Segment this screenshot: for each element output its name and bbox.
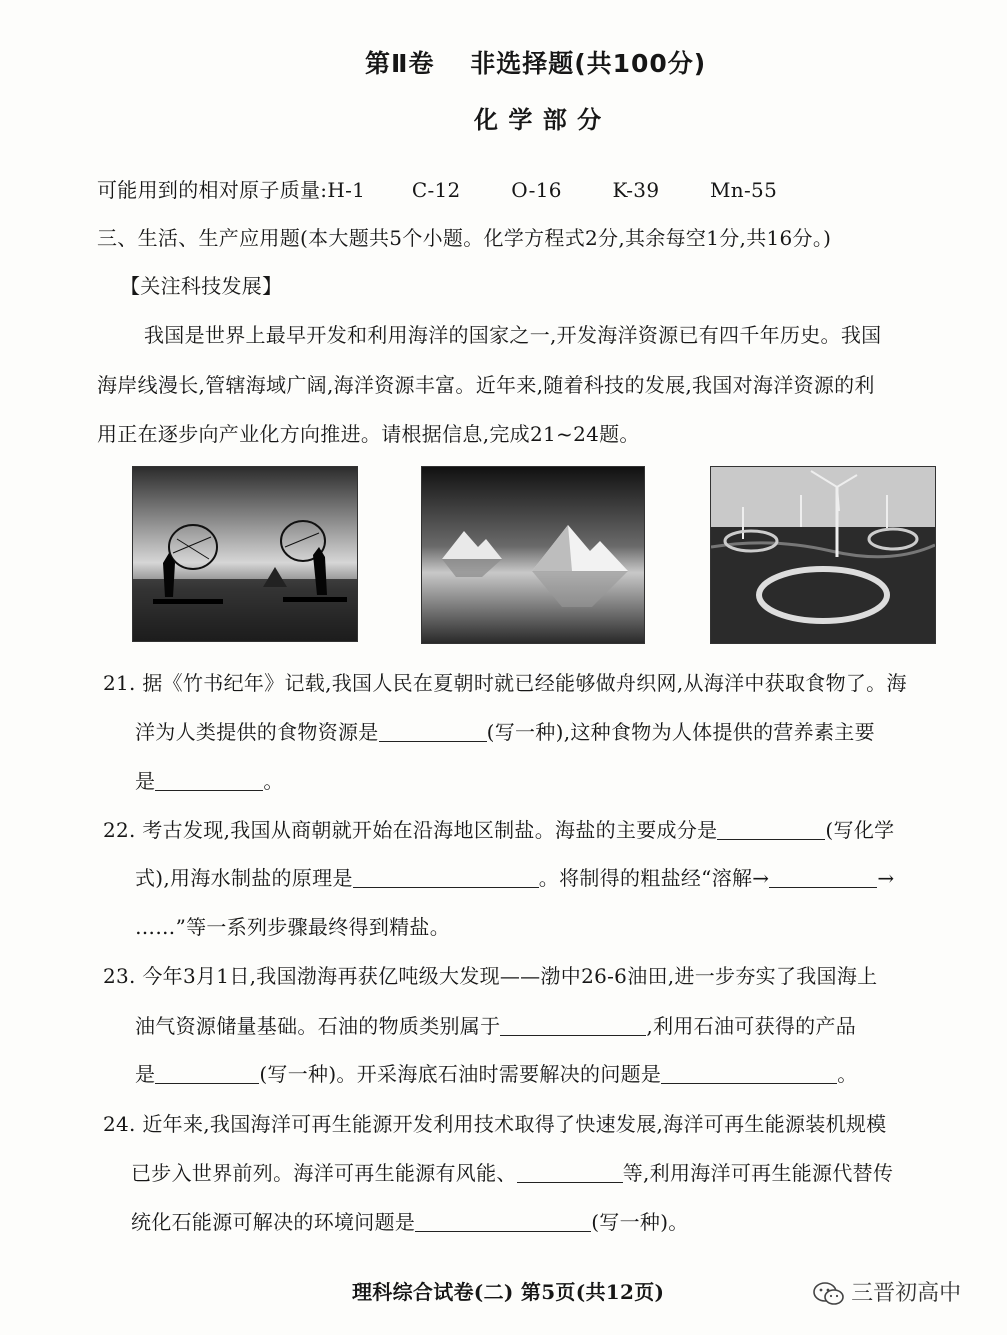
q24-text-d: (写一种)。 [591,1210,689,1234]
section-title [365,44,706,80]
intro-line-1: 我国是世界上最早开发和利用海洋的国家之一,开发海洋资源已有四千年历史。我国 [144,323,882,347]
q21-answer-blank-1[interactable] [379,721,487,742]
q23-text-c: 是 [135,1062,156,1086]
q23-answer-blank-2[interactable] [155,1063,259,1084]
q24-line-3 [131,1206,689,1235]
atomic-masses-label: 可能用到的相对原子质量:H-1 [97,178,366,202]
section-label: 第Ⅱ卷 [365,49,435,78]
watermark-text: 三晋初高中 [851,1281,962,1306]
topic-label: 【关注科技发展】 [120,274,283,298]
q21-answer-blank-2[interactable] [155,770,263,791]
subject-title: 化 学 部 分 [474,106,603,134]
icebergs-photo [421,466,645,644]
q22-line-3: ……”等一系列步骤最终得到精盐。 [135,915,451,939]
section-description: 非选择题(共100分) [470,49,707,78]
q24-line-1: 24. 近年来,我国海洋可再生能源开发利用技术取得了快速发展,海洋可再生能源装机规模 [103,1112,887,1136]
q21-text-a: 洋为人类提供的食物资源是 [135,720,379,744]
q23-line-3 [135,1058,858,1087]
q21-text-d: 。 [263,769,284,793]
q24-line-2 [131,1157,893,1186]
q23-text-d: (写一种)。开采海底石油时需要解决的问题是 [259,1062,662,1086]
q23-answer-blank-1[interactable] [500,1015,646,1036]
q21-line-3 [135,765,284,794]
q23-line-2 [135,1010,856,1039]
q24-text-b: 等,利用海洋可再生能源代替传 [622,1161,894,1185]
q22-answer-blank-1[interactable] [717,819,825,840]
mass-c: C-12 [411,178,461,202]
q22-answer-blank-3[interactable] [769,867,877,888]
q21-text-c: 是 [135,769,156,793]
q21-line-2 [135,716,875,745]
q22-text-a: 22. 考古发现,我国从商朝就开始在沿海地区制盐。海盐的主要成分是 [103,818,718,842]
q22-answer-blank-2[interactable] [353,867,539,888]
q23-text-b: ,利用石油可获得的产品 [646,1014,857,1038]
fishermen-photo [132,466,358,642]
q22-text-d: 。将制得的粗盐经“溶解→ [538,866,770,890]
q24-answer-blank-2[interactable] [415,1211,591,1232]
intro-line-3: 用正在逐步向产业化方向推进。请根据信息,完成21~24题。 [97,422,640,446]
offshore-wind-photo [710,466,936,644]
q23-text-a: 油气资源储量基础。石油的物质类别属于 [135,1014,501,1038]
q23-line-1: 23. 今年3月1日,我国渤海再获亿吨级大发现——渤中26-6油田,进一步夯实了我国海上 [103,964,878,988]
q22-line-2 [135,862,894,891]
q21-text-b: (写一种),这种食物为人体提供的营养素主要 [486,720,875,744]
q23-text-e: 。 [837,1062,858,1086]
page-footer: 理科综合试卷(二) 第5页(共12页) [352,1280,665,1304]
watermark [812,1276,961,1311]
q22-text-b: (写化学 [825,818,895,842]
q24-text-c: 统化石能源可解决的环境问题是 [131,1210,416,1234]
mass-k: K-39 [612,178,660,202]
q21-line-1: 21. 据《竹书纪年》记载,我国人民在夏朝时就已经能够做舟织网,从海洋中获取食物了。海 [103,671,907,695]
q23-answer-blank-3[interactable] [661,1063,837,1084]
mass-mn: Mn-55 [710,178,778,202]
intro-line-2: 海岸线漫长,管辖海域广阔,海洋资源丰富。近年来,随着科技的发展,我国对海洋资源的利 [97,373,875,397]
q24-answer-blank-1[interactable] [517,1162,623,1183]
wechat-icon [812,1281,846,1311]
q24-text-a: 已步入世界前列。海洋可再生能源有风能、 [131,1161,517,1185]
q22-line-1 [103,814,894,843]
q22-arrow: → [877,866,895,890]
part3-heading: 三、生活、生产应用题(本大题共5个小题。化学方程式2分,其余每空1分,共16分。) [97,226,832,250]
atomic-masses-line [97,174,777,203]
q22-text-c: 式),用海水制盐的原理是 [135,866,353,890]
mass-o: O-16 [511,178,562,202]
